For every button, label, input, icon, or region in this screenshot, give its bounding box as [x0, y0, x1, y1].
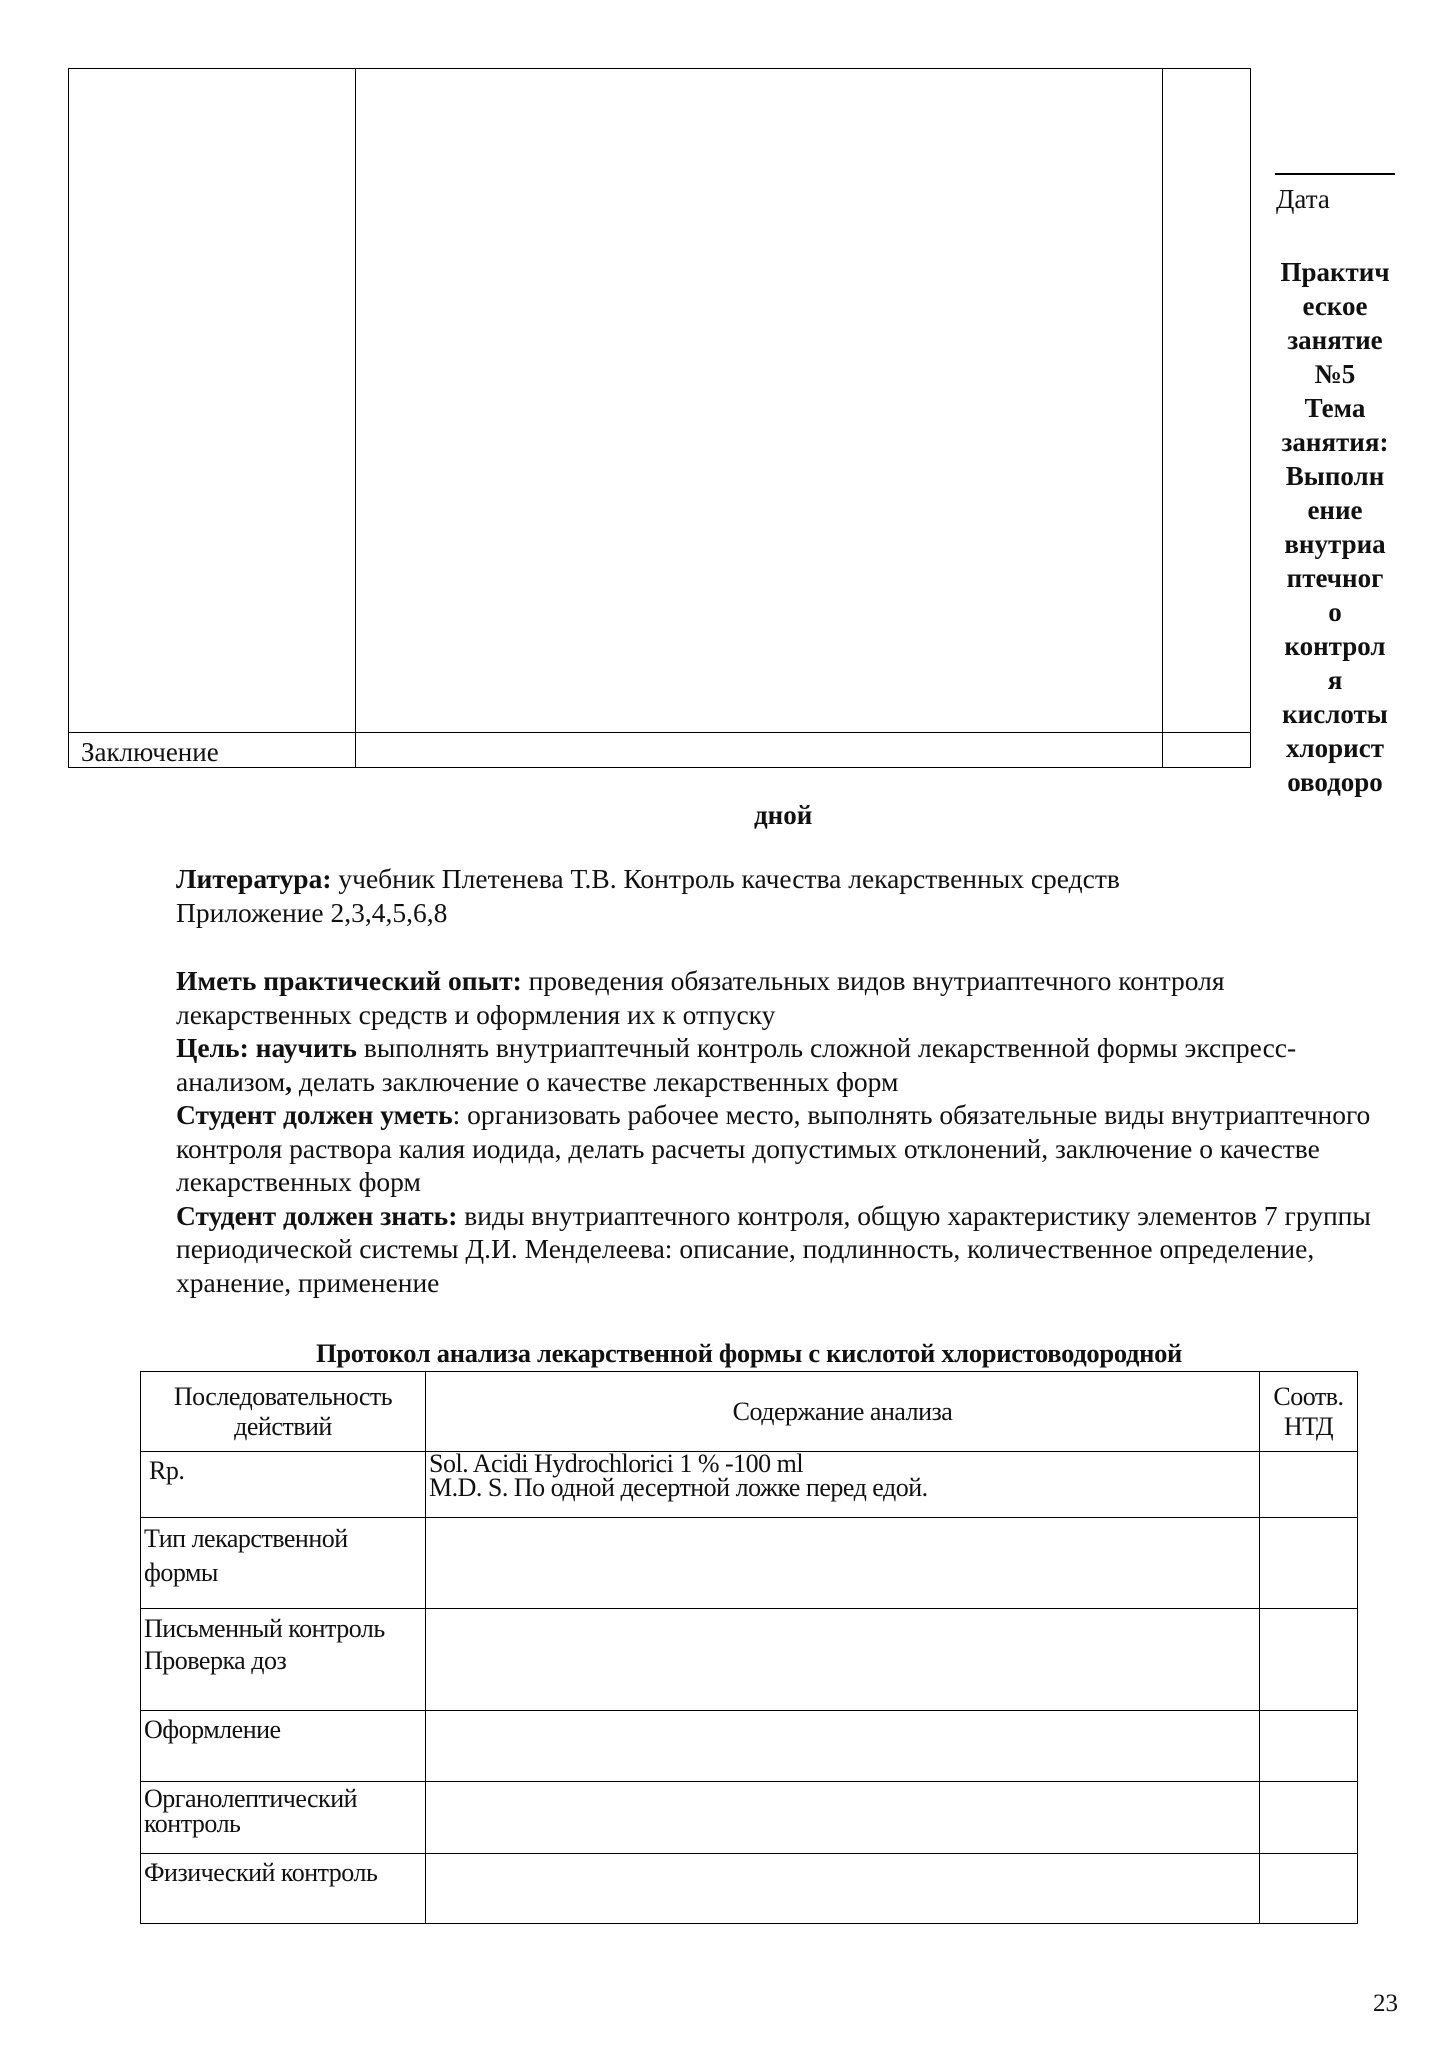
row-content: [426, 1518, 1260, 1609]
goal-comma: ,: [285, 1065, 293, 1097]
experience-text: проведения обязательных видов внутриаптечного контроля лекарственных средств и оформления их к отпуску: [176, 965, 1225, 1030]
skills-label: Студент должен уметь: [176, 1099, 453, 1130]
row-step: Письменный контроль Проверка доз: [141, 1609, 426, 1711]
goal-text-1: выполнять внутриаптечный контроль сложной лекарственной формы экспресс-анализом: [176, 1032, 1297, 1097]
top-table-row-divider: [69, 732, 1250, 733]
lesson-title-line: Практич: [1280, 257, 1390, 287]
literature-label: Литература:: [176, 863, 332, 894]
lesson-title-line: кислоты: [1282, 699, 1388, 729]
row-ntd: [1260, 1711, 1358, 1782]
header-content: Содержание анализа: [426, 1372, 1260, 1452]
knowledge-text: виды внутриаптечного контроля, общую характеристику элементов 7 группы периодической системы Д.И. Менделеева: описание, подлинность, количественное определение, хранение, применение: [176, 1199, 1371, 1298]
header-steps: Последовательность действий: [141, 1372, 426, 1452]
lesson-title-line: внутриа: [1284, 529, 1386, 559]
table-row: [141, 1711, 1358, 1782]
literature-block: [176, 862, 1391, 929]
lesson-title-line: ение: [1307, 495, 1363, 525]
page-number: 23: [1373, 1990, 1398, 2017]
literature-text: учебник Плетенева Т.В. Контроль качества лекарственных средств: [331, 863, 1120, 894]
top-table-divider-1: [355, 69, 356, 767]
recipe-line-2: M.D. S. По одной десертной ложке перед едой.: [429, 1473, 928, 1502]
row-content: [426, 1711, 1260, 1782]
recipe-line-1: Sol. Acidi Hydrochlorici 1 % -100 ml: [429, 1449, 804, 1478]
row-step: Физический контроль: [141, 1854, 426, 1924]
lesson-title-line: контрол: [1284, 631, 1386, 661]
row-content: [426, 1854, 1260, 1924]
row-ntd: [1260, 1854, 1358, 1924]
lesson-title-line: еское: [1302, 291, 1368, 321]
knowledge-label: Студент должен знать:: [176, 1199, 458, 1231]
lesson-title-line: занятия:: [1281, 427, 1389, 457]
row-ntd: [1260, 1782, 1358, 1854]
table-row: [141, 1782, 1358, 1854]
lesson-title-line: Выполн: [1285, 461, 1385, 491]
row-step: Оформление: [141, 1711, 426, 1782]
lesson-title-column: [1272, 255, 1398, 799]
protocol-title: Протокол анализа лекарственной формы с кислотой хлористоводородной: [316, 1338, 1182, 1368]
lesson-title-line: я: [1327, 665, 1343, 695]
objectives-block: [176, 964, 1391, 1299]
table-row: [141, 1609, 1358, 1711]
row-ntd: [1260, 1518, 1358, 1609]
literature-appendix: Приложение 2,3,4,5,6,8: [176, 896, 448, 928]
lesson-title-line: оводоро: [1287, 767, 1383, 797]
lesson-title-line: о: [1328, 597, 1342, 627]
row-content: [426, 1782, 1260, 1854]
date-line: [1275, 173, 1395, 175]
table-row: [141, 1518, 1358, 1609]
row-ntd: [1260, 1609, 1358, 1711]
protocol-header-row: [141, 1372, 1358, 1452]
top-table: [68, 68, 1251, 768]
skills-text: : организовать рабочее место, выполнять обязательные виды внутриаптечного контроля раствора калия иодида, делать расчеты допустимых отклонений, заключение о качестве лекарственных форм: [176, 1099, 1371, 1197]
lesson-title-line: хлорист: [1286, 733, 1384, 763]
experience-label: Иметь практический опыт:: [176, 965, 522, 996]
table-row: [141, 1854, 1358, 1924]
row-step: Тип лекарственной формы: [141, 1518, 426, 1609]
table-row: [141, 1452, 1358, 1518]
lesson-title-line: Тема: [1304, 393, 1366, 423]
top-table-divider-2: [1162, 69, 1163, 767]
conclusion-label: Заключение: [81, 737, 219, 767]
goal-label: Цель: научить: [176, 1032, 357, 1063]
lesson-title-line: птечног: [1286, 563, 1384, 593]
goal-text-2: делать заключение о качестве лекарственных форм: [292, 1065, 899, 1097]
row-step: Rp.: [141, 1452, 426, 1518]
protocol-table: [140, 1371, 1358, 1924]
date-label: Дата: [1276, 184, 1330, 214]
row-step: Органолептический контроль: [141, 1782, 426, 1854]
row-content: [426, 1449, 1260, 1518]
lesson-title-line: №5: [1314, 359, 1356, 389]
lesson-title-line: занятие: [1287, 325, 1383, 355]
lesson-title-continuation: дной: [754, 800, 813, 830]
row-content: [426, 1609, 1260, 1711]
row-ntd: [1260, 1452, 1358, 1518]
header-ntd: Соотв. НТД: [1260, 1372, 1358, 1452]
